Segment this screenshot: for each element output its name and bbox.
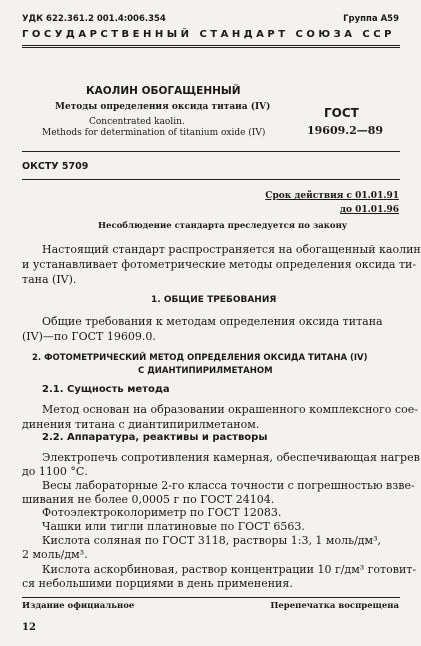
legal-warning: Несоблюдение стандарта преследуется по закону	[98, 221, 348, 231]
header-rule-1	[22, 45, 400, 46]
subtitle-ru: Методы определения оксида титана (IV)	[55, 102, 271, 112]
subsection-2-1-line-2: динения титана с диантипирилметаном.	[22, 418, 260, 431]
group-code: Группа А59	[343, 14, 399, 24]
subsection-2-2-line-1: Электропечь сопротивления камерная, обеспечивающая нагрев	[42, 451, 420, 464]
validity-from: Срок действия с 01.01.91	[265, 191, 399, 201]
section-1-line-1: Общие требования к методам определения оксида титана	[42, 315, 383, 328]
title-ru: КАОЛИН ОБОГАЩЕННЫЙ	[86, 85, 241, 97]
subsection-2-2-line-4: шивания не более 0,0005 г по ГОСТ 24104.	[22, 493, 275, 506]
section-1-line-2: (IV)—по ГОСТ 19609.0.	[22, 330, 156, 343]
validity-to: до 01.01.96	[340, 205, 399, 215]
udk-code: УДК 622.361.2 001.4:006.354	[22, 14, 166, 24]
subsection-2-2-line-2: до 1100 °С.	[22, 465, 88, 478]
subsection-2-2-title: 2.2. Аппаратура, реактивы и растворы	[42, 432, 268, 443]
subsection-2-2-line-10: ся небольшими порциями в день применения.	[22, 577, 293, 590]
intro-line-1: Настоящий стандарт распространяется на обогащенный каолин	[42, 243, 421, 256]
section-2-heading-line-2: С ДИАНТИПИРИЛМЕТАНОМ	[138, 366, 273, 376]
section-1-heading: 1. ОБЩИЕ ТРЕБОВАНИЯ	[151, 295, 277, 305]
header-rule-2	[22, 47, 400, 48]
intro-line-3: тана (IV).	[22, 273, 77, 286]
footer-rule	[22, 597, 400, 598]
gost-label: ГОСТ	[324, 106, 359, 120]
subsection-2-2-line-8: 2 моль/дм³.	[22, 548, 88, 561]
section-2-heading-line-1: 2. ФОТОМЕТРИЧЕСКИЙ МЕТОД ОПРЕДЕЛЕНИЯ ОКСИДА ТИТАНА (IV)	[32, 353, 368, 363]
subsection-2-2-line-3: Весы лабораторные 2-го класса точности с погрешностью взве-	[42, 479, 415, 492]
subsection-2-1-line-1: Метод основан на образовании окрашенного комплексного сое-	[42, 403, 418, 416]
subsection-2-1-title: 2.1. Сущность метода	[42, 384, 170, 395]
subtitle-en: Methods for determination of titanium oxide (IV)	[42, 128, 266, 138]
title-en: Concentrated kaolin.	[89, 117, 185, 127]
subsection-2-2-line-7: Кислота соляная по ГОСТ 3118, растворы 1:3, 1 моль/дм³,	[42, 534, 382, 547]
subsection-2-2-line-5: Фотоэлектроколориметр по ГОСТ 12083.	[42, 506, 282, 519]
okstu-code: ОКСТУ 5709	[22, 161, 89, 172]
subsection-2-2-line-9: Кислота аскорбиновая, раствор концентрации 10 г/дм³ готовит-	[42, 563, 417, 576]
title-rule	[22, 151, 400, 152]
page-number: 12	[22, 622, 36, 633]
gost-number: 19609.2—89	[307, 124, 384, 137]
agency-title: ГОСУДАРСТВЕННЫЙ СТАНДАРТ СОЮЗА ССР	[22, 29, 395, 40]
intro-line-2: и устанавливает фотометрические методы определения оксида ти-	[22, 258, 417, 271]
okstu-rule	[22, 179, 400, 180]
edition-note: Издание официальное	[22, 601, 135, 611]
subsection-2-2-line-6: Чашки или тигли платиновые по ГОСТ 6563.	[42, 520, 305, 533]
reprint-note: Перепечатка воспрещена	[270, 601, 399, 611]
